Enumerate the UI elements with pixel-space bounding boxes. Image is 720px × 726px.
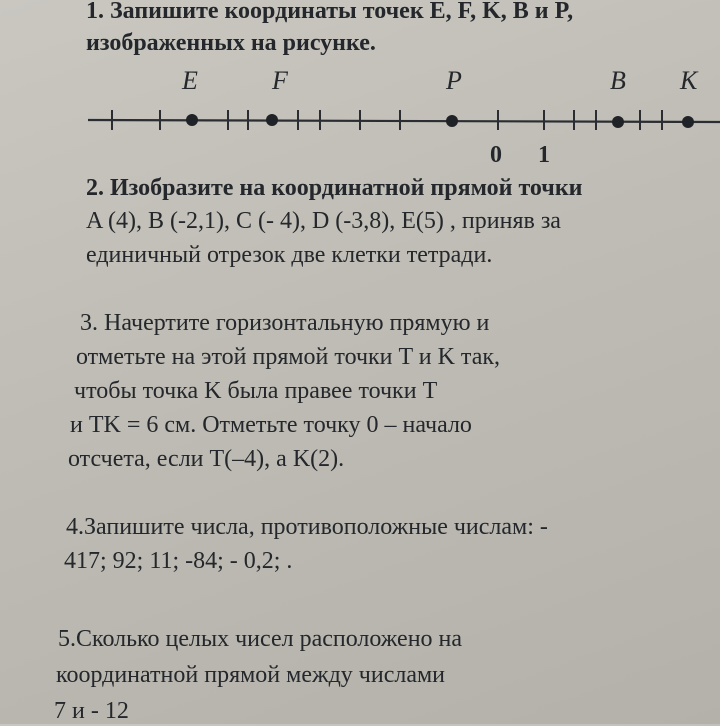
point-label-e: E — [182, 66, 198, 95]
task5-line2: координатной прямой между числами — [56, 662, 446, 688]
point-k-dot — [682, 116, 694, 128]
task5-line3: 7 и - 12 — [54, 698, 129, 724]
task1-line1: 1. Запишите координаты точек E, F, K, B и P, — [86, 0, 574, 24]
tick-label-one: 1 — [538, 142, 550, 168]
task3-line1: 3. Начертите горизонтальную прямую и — [80, 310, 490, 336]
point-label-b: B — [610, 66, 626, 95]
task3-line4: и TK = 6 см. Отметьте точку 0 – начало — [70, 412, 472, 438]
point-label-k: K — [680, 66, 698, 95]
point-label-f: F — [272, 66, 288, 95]
point-f-dot — [266, 114, 278, 126]
task4-line1: 4.Запишите числа, противоположные числам: - — [66, 514, 548, 540]
task4-line2: 417; 92; 11; -84; - 0,2; . — [64, 548, 293, 574]
task1-line2: изображенных на рисунке. — [86, 30, 376, 56]
task3-line3: чтобы точка K была правее точки T — [74, 378, 438, 404]
task5-line1: 5.Сколько целых чисел расположено на — [58, 626, 463, 652]
task2-line2: A (4), B (-2,1), C (- 4), D (-3,8), E(5) , приняв за — [86, 208, 561, 234]
point-e-dot — [186, 114, 198, 126]
point-b-dot — [612, 116, 624, 128]
point-p-dot — [446, 115, 458, 127]
task3-line5: отсчета, если T(–4), а K(2). — [68, 446, 345, 472]
task2-line3: единичный отрезок две клетки тетради. — [86, 242, 493, 268]
point-label-p: P — [446, 66, 462, 95]
task2-line1: 2. Изобразите на координатной прямой точки — [86, 175, 583, 201]
number-line — [88, 120, 720, 122]
task3-line2: отметьте на этой прямой точки T и K так, — [76, 344, 501, 370]
tick-label-zero: 0 — [490, 142, 502, 168]
